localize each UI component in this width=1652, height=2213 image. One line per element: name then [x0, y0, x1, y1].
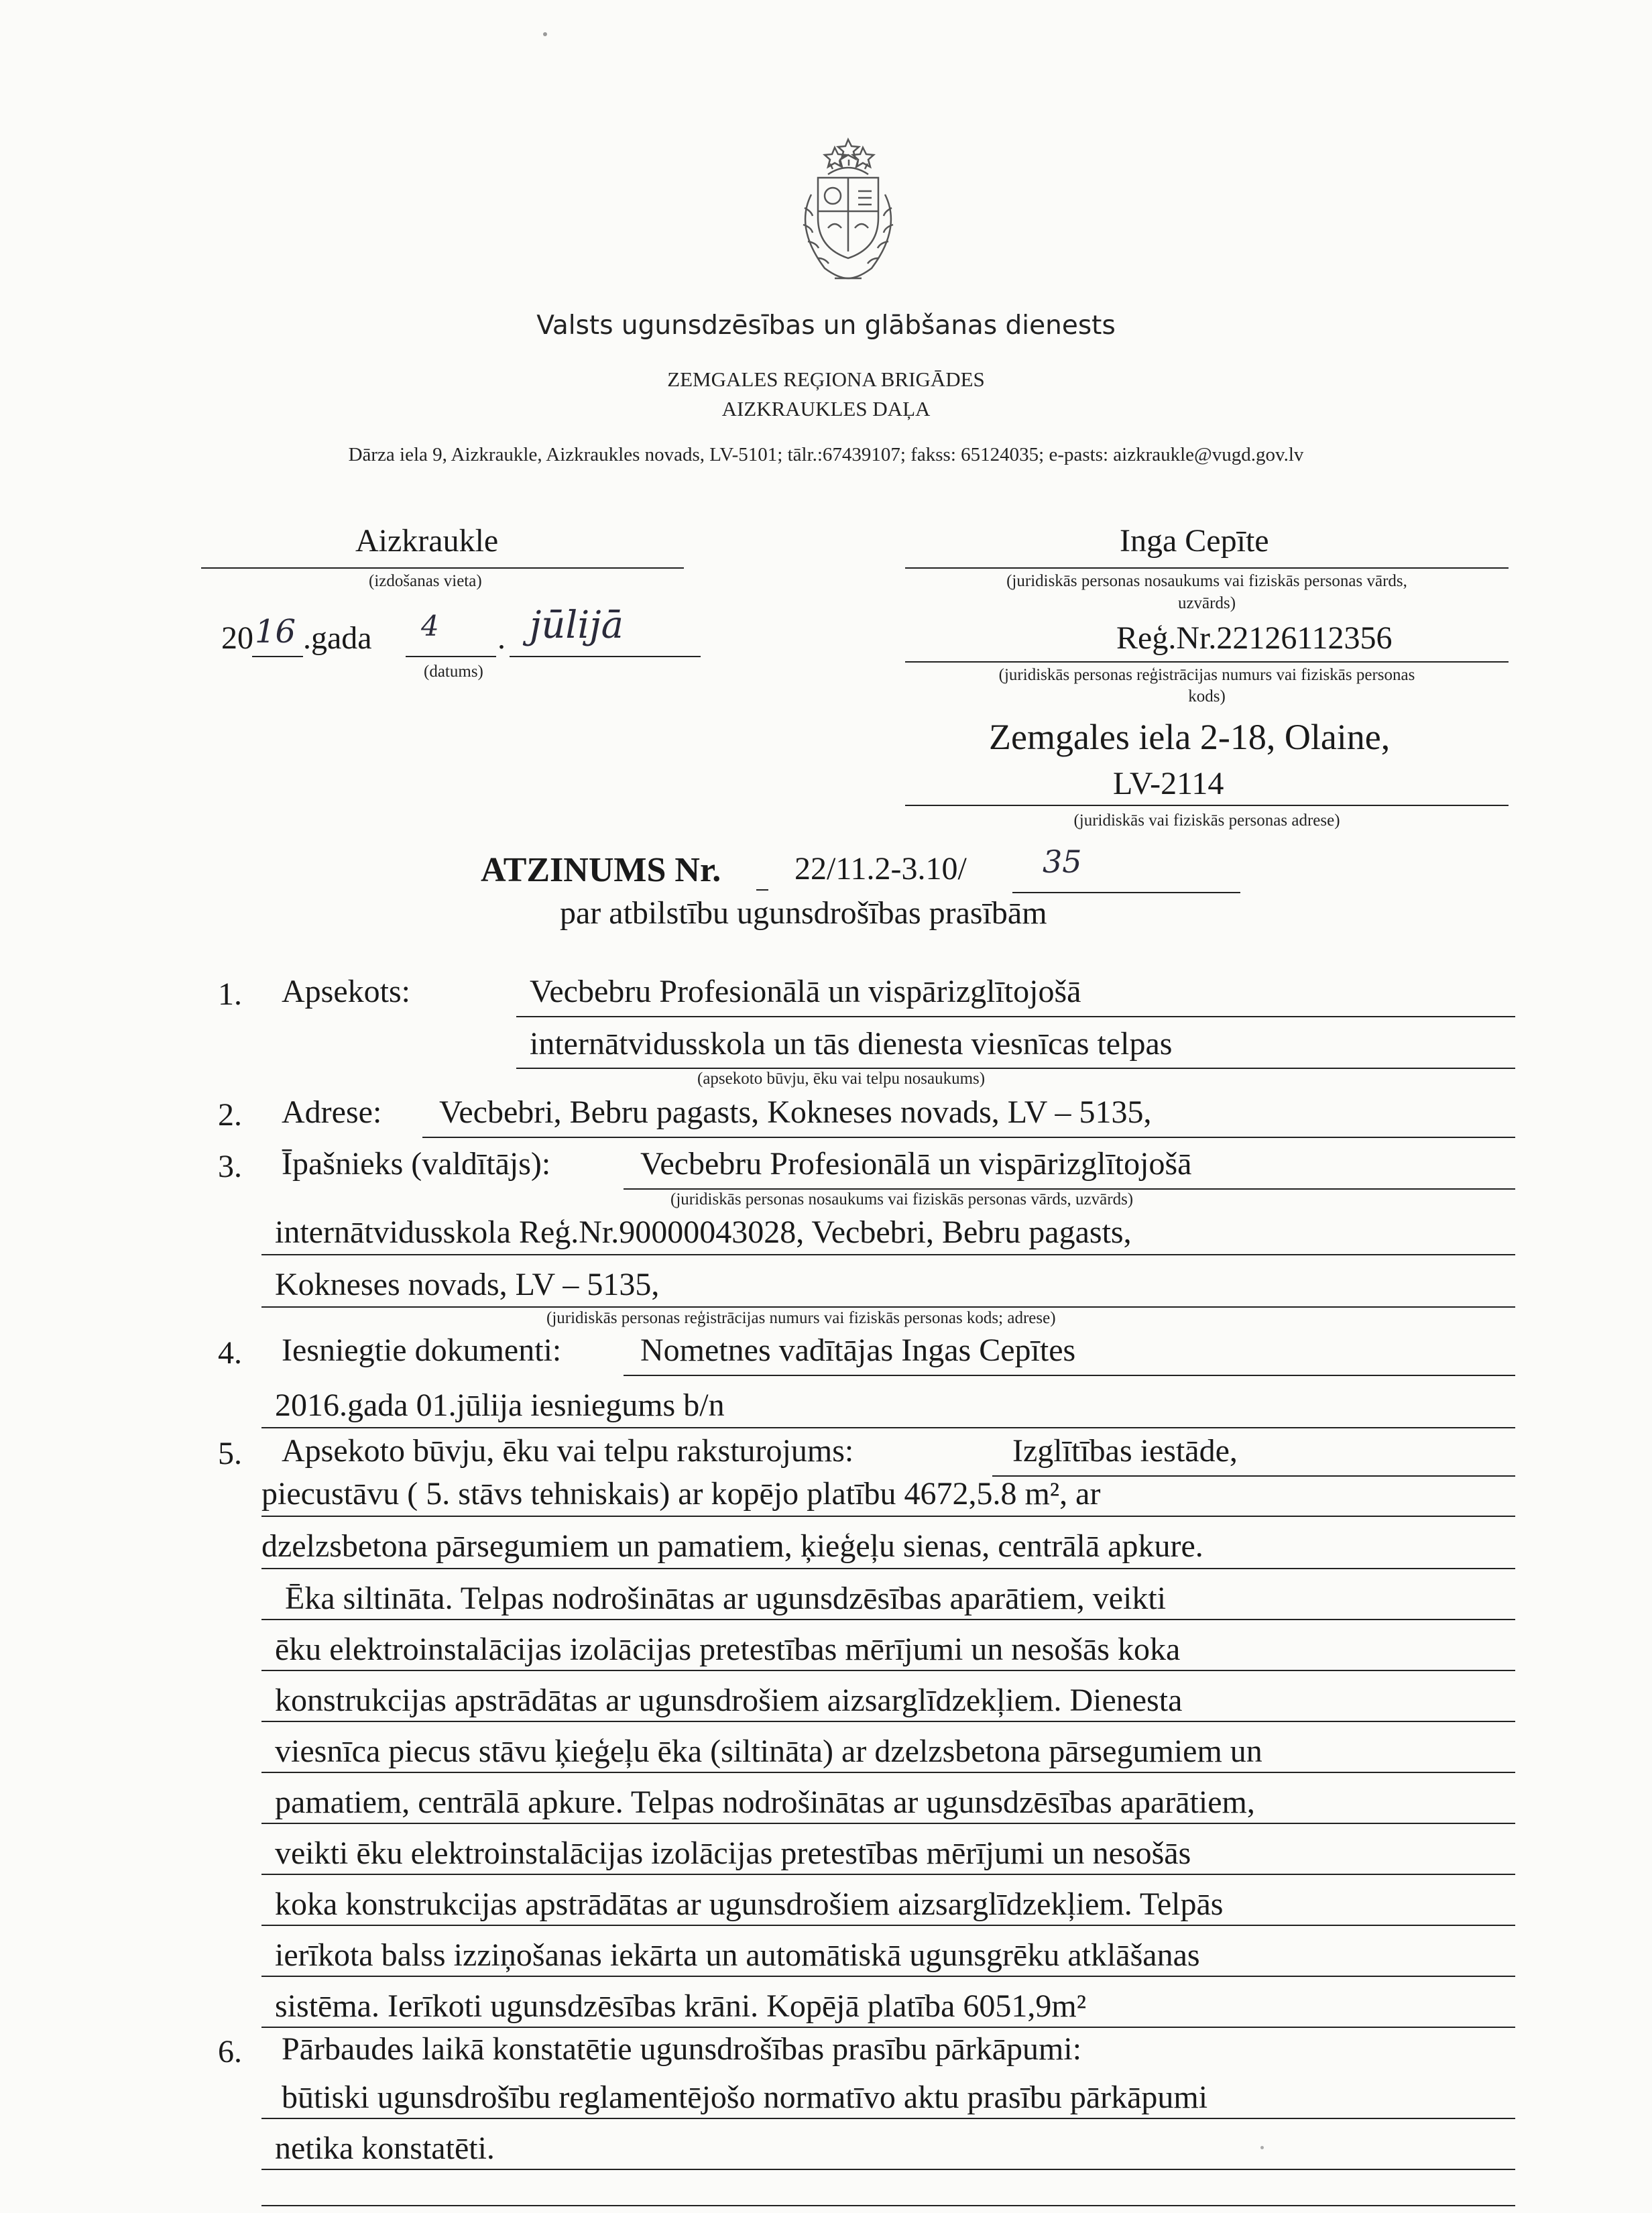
field-line [261, 1427, 1515, 1428]
item-number: 5. [218, 1436, 242, 1471]
issue-date-caption: (datums) [424, 663, 483, 681]
recipient-address-line [905, 805, 1509, 806]
item-label: Pārbaudes laikā konstatētie ugunsdrošības prasību pārkāpumi: [282, 2031, 1082, 2067]
building-description-line: Ēka siltināta. Telpas nodrošinātas ar ugunsdzēsības aparātiem, veikti [285, 1581, 1167, 1616]
recipient-address: LV-2114 [1113, 766, 1224, 801]
region-name: ZEMGALES REĢIONA BRIGĀDES [667, 367, 985, 391]
field-line [261, 1772, 1515, 1773]
issue-dot: . [497, 620, 506, 656]
recipient-address-caption: (juridiskās vai fiziskās personas adrese) [1073, 811, 1340, 830]
field-line [261, 1670, 1515, 1671]
building-description-line: pamatiem, centrālā apkure. Telpas nodrošinātas ar ugunsdzēsības aparātiem, [275, 1784, 1255, 1820]
field-line [261, 2027, 1515, 2028]
scan-speck [1260, 2146, 1264, 2149]
document-title: ATZINUMS Nr. [481, 851, 721, 889]
issue-place: Aizkraukle [355, 523, 499, 559]
item-label: Iesniegtie dokumenti: [282, 1332, 562, 1368]
inspected-object: internātvidusskola un tās dienesta viesnīcas telpas [530, 1026, 1173, 1062]
recipient-reg-number: Reģ.Nr.22126112356 [1116, 620, 1393, 656]
document-subtitle: par atbilstību ugunsdrošības prasībām [560, 895, 1047, 931]
field-line [261, 2205, 1515, 2206]
agency-name: Valsts ugunsdzēsības un glābšanas dienests [536, 310, 1116, 341]
recipient-name: Inga Cepīte [1120, 523, 1269, 559]
field-line [516, 1016, 1515, 1017]
field-line [261, 1925, 1515, 1926]
field-line [516, 1068, 1515, 1069]
building-description-line: ierīkota balss izziņošanas iekārta un automātiskā ugunsgrēku atklāšanas [275, 1937, 1200, 1973]
item-number: 1. [218, 976, 242, 1012]
unit-name: AIZKRAUKLES DAĻA [721, 397, 931, 420]
field-line [422, 1137, 1515, 1138]
document-number-line [1012, 892, 1240, 893]
field-line [261, 1976, 1515, 1977]
document-number: 22/11.2-3.10/ [794, 851, 967, 887]
object-address: Vecbebri, Bebru pagasts, Kokneses novads, LV – 5135, [439, 1094, 1152, 1130]
issue-year-prefix: 20 [221, 620, 253, 656]
building-description-line: veikti ēku elektroinstalācijas izolācijas pretestības mērījumi un nesošās [275, 1835, 1191, 1871]
field-line [261, 1874, 1515, 1875]
recipient-name-caption: uzvārds) [1177, 594, 1236, 612]
issue-place-line [201, 567, 684, 569]
issue-gada: .gada [303, 620, 372, 656]
issue-year-handwritten: 16 [255, 613, 296, 650]
submitted-documents: Nometnes vadītājas Ingas Cepītes [640, 1332, 1076, 1368]
recipient-name-caption: (juridiskās personas nosaukums vai fiziskās personas vārds, [1006, 572, 1407, 590]
field-line [261, 1823, 1515, 1824]
building-description: Izglītības iestāde, [1012, 1433, 1238, 1469]
issue-month-handwritten: jūlijā [530, 604, 624, 647]
recipient-reg-caption: (juridiskās personas reģistrācijas numurs vai fiziskās personas [998, 666, 1415, 684]
item-label: Apsekots: [282, 974, 410, 1009]
owner-name: Vecbebru Profesionālā un vispārizglītojošā [640, 1146, 1192, 1182]
item-number: 2. [218, 1097, 242, 1133]
coat-of-arms-icon [771, 134, 925, 288]
item-number: 3. [218, 1149, 242, 1184]
submitted-documents: 2016.gada 01.jūlija iesniegums b/n [275, 1387, 725, 1423]
inspected-object: Vecbebru Profesionālā un vispārizglītojošā [530, 974, 1081, 1009]
field-line [261, 2118, 1515, 2119]
scan-speck [543, 32, 547, 36]
field-line [261, 2169, 1515, 2170]
field-line [261, 1306, 1515, 1308]
document-number-handwritten: 35 [1043, 844, 1082, 880]
field-line [261, 1254, 1515, 1255]
owner-caption: (juridiskās personas nosaukums vai fiziskās personas vārds, uzvārds) [670, 1190, 1134, 1208]
field-line [261, 1619, 1515, 1620]
item-label: Adrese: [282, 1094, 382, 1130]
field-line [261, 1721, 1515, 1722]
recipient-name-line [905, 567, 1509, 569]
recipient-reg-line [905, 661, 1509, 663]
violations-text: būtiski ugunsdrošību reglamentējošo normatīvo aktu prasību pārkāpumi [282, 2080, 1208, 2115]
field-line [624, 1188, 1515, 1190]
owner-caption: (juridiskās personas reģistrācijas numurs vai fiziskās personas kods; adrese) [546, 1309, 1056, 1327]
building-description-line: viesnīca piecus stāvu ķieģeļu ēka (siltināta) ar dzelzsbetona pārsegumiem un [275, 1734, 1262, 1769]
violations-text: netika konstatēti. [275, 2131, 495, 2166]
title-underscore [756, 889, 768, 891]
building-description-line: koka konstrukcijas apstrādātas ar ugunsdrošiem aizsarglīdzekļiem. Telpās [275, 1886, 1224, 1922]
owner-details: internātvidusskola Reģ.Nr.90000043028, Vecbebri, Bebru pagasts, [275, 1214, 1132, 1250]
building-description-line: konstrukcijas apstrādātas ar ugunsdrošiem aizsarglīdzekļiem. Dienesta [275, 1683, 1183, 1718]
issue-place-caption: (izdošanas vieta) [369, 572, 482, 590]
item-number: 4. [218, 1335, 242, 1371]
item-number: 6. [218, 2034, 242, 2069]
field-line [261, 1516, 1515, 1517]
issue-day-line [406, 656, 496, 657]
issue-year-line [252, 656, 303, 657]
issue-day-handwritten: 4 [421, 610, 439, 642]
field-line [261, 1568, 1515, 1569]
building-description-line: dzelzsbetona pārsegumiem un pamatiem, ķieģeļu sienas, centrālā apkure. [261, 1528, 1203, 1564]
building-description-line: ēku elektroinstalācijas izolācijas pretestības mērījumi un nesošās koka [275, 1632, 1181, 1667]
recipient-reg-caption: kods) [1188, 687, 1226, 705]
issue-month-line [510, 656, 701, 657]
inspected-object-caption: (apsekoto būvju, ēku vai telpu nosaukums) [697, 1070, 986, 1088]
owner-details: Kokneses novads, LV – 5135, [275, 1267, 660, 1302]
field-line [624, 1375, 1515, 1376]
building-description-line: sistēma. Ierīkoti ugunsdzēsības krāni. Kopējā platība 6051,9m² [275, 1988, 1087, 2024]
item-label: Apsekoto būvju, ēku vai telpu raksturojums: [282, 1433, 854, 1469]
item-label: Īpašnieks (valdītājs): [282, 1146, 551, 1182]
building-description-line: piecustāvu ( 5. stāvs tehniskais) ar kopējo platību 4672,5.8 m², ar [261, 1476, 1101, 1512]
contact-details: Dārza iela 9, Aizkraukle, Aizkraukles novads, LV-5101; tālr.:67439107; fakss: 65124035; e-pasts: aizkraukle@vugd.gov.lv [348, 444, 1304, 465]
recipient-address: Zemgales iela 2-18, Olaine, [989, 717, 1391, 757]
